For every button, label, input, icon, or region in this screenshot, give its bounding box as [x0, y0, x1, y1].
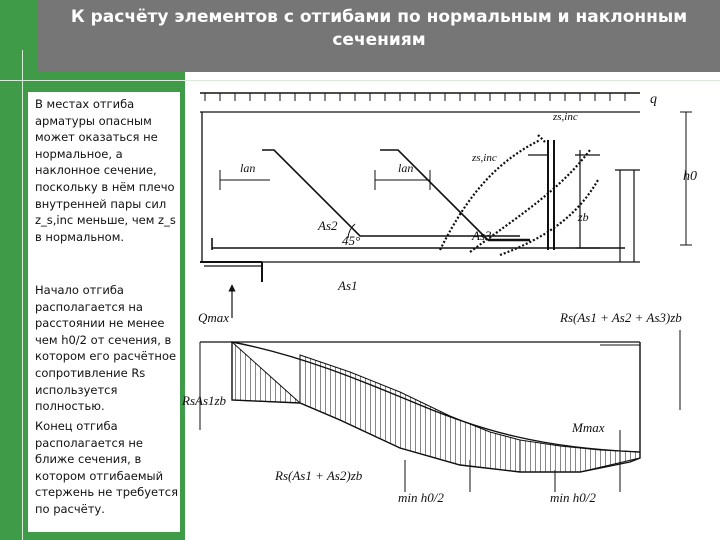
label-lan-left: lan — [240, 161, 256, 175]
label-h0: h0 — [683, 169, 697, 184]
distributed-load — [200, 93, 640, 101]
reinforcement — [212, 150, 625, 250]
label-zb: zb — [578, 210, 589, 224]
label-as2: As2 — [318, 218, 338, 233]
label-zs-inc-top: zs,inc — [553, 111, 578, 123]
label-qmax: Qmax — [198, 310, 230, 325]
paragraph-1: В местах отгиба арматуры опасным может оказаться не нормальное, а наклонное сечение, поскольку в нём плечо внутренней пары сил z_s,inc меньше, чем z_s в нормальном. — [35, 97, 176, 244]
paragraph-2: Начало отгиба располагается на расстоянии не менее чем h0/2 от сечения, в котором его расчётное сопротивление Rs используется полностью. — [35, 283, 177, 414]
label-lan-right: lan — [398, 161, 414, 175]
beam — [200, 112, 640, 282]
label-rs-sum2: Rs(As1 + As2)zb — [275, 468, 363, 483]
label-zs-inc-mid: zs,inc — [472, 152, 497, 164]
label-min-h0-left: min h0/2 — [398, 490, 444, 505]
label-as1: As1 — [338, 278, 358, 293]
dimension-lan — [220, 112, 692, 245]
moment-diagram — [200, 330, 680, 492]
label-angle: 45° — [342, 233, 361, 248]
label-rs-as1-zb: RsAs1zb — [182, 393, 227, 408]
label-q: q — [650, 92, 657, 107]
label-rs-sum3: Rs(As1 + As2 + As3)zb — [560, 310, 682, 325]
inclined-cracks — [440, 135, 598, 255]
label-mmax: Mmax — [572, 420, 605, 435]
label-min-h0-right: min h0/2 — [550, 490, 596, 505]
label-as3: As3 — [472, 228, 492, 243]
slide-title: К расчёту элементов с отгибами по нормальным и наклонным сечениям — [70, 7, 688, 50]
paragraph-3: Конец отгиба располагается не ближе сечения, в котором отгибаемый стержень не требуется по расчёту. — [35, 419, 179, 516]
